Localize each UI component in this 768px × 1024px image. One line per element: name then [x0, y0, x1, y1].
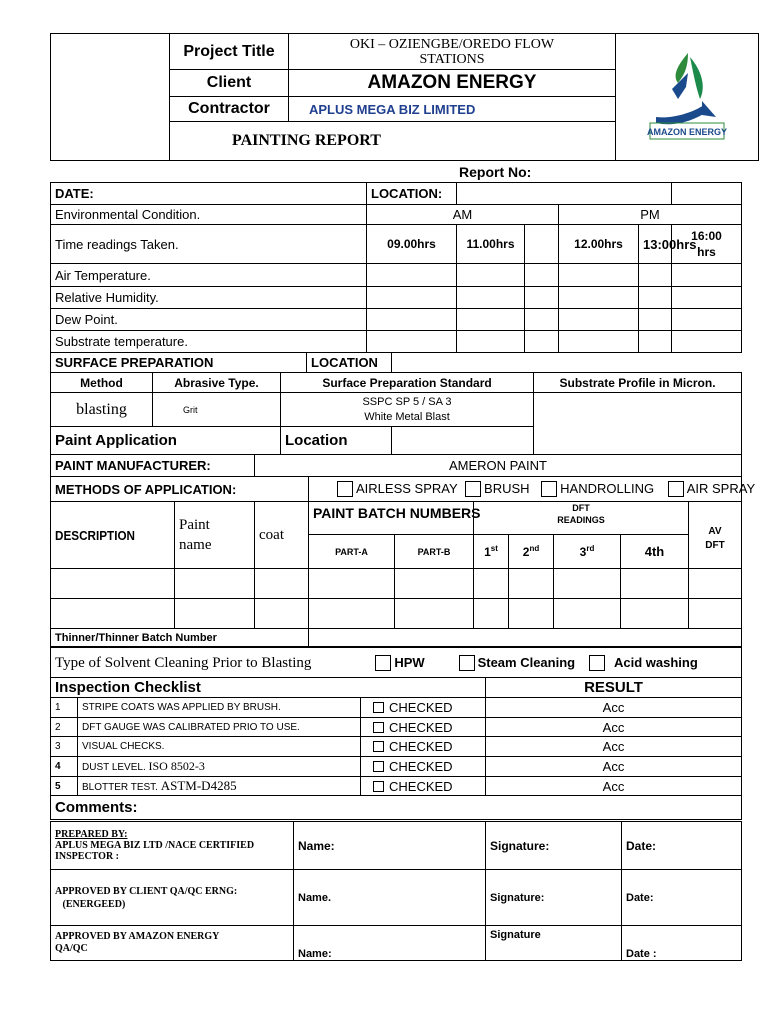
checklist-check: CHECKED: [361, 757, 486, 777]
checklist-text: VISUAL CHECKS.: [78, 737, 361, 757]
checklist-no: 5: [51, 777, 78, 796]
client-value: AMAZON ENERGY: [289, 70, 616, 97]
profile-hdr: Substrate Profile in Micron.: [534, 373, 742, 393]
coat-hdr: coat: [255, 502, 309, 569]
profile-value: [534, 393, 742, 455]
comments-label: Comments:: [51, 796, 742, 820]
handrolling-label: HANDROLLING: [560, 480, 655, 496]
av-dft-hdr: AV DFT: [689, 502, 742, 569]
checklist-check: CHECKED: [361, 737, 486, 757]
dft-readings-hdr: DFT READINGS: [474, 502, 689, 535]
air-spray-checkbox[interactable]: [668, 481, 684, 497]
check-checkbox[interactable]: [373, 702, 384, 713]
steam-cleaning-label: Steam Cleaning: [477, 654, 576, 670]
inspection-table: [50, 647, 742, 820]
checklist-result: Acc: [486, 757, 742, 777]
methods-label: METHODS OF APPLICATION:: [51, 477, 309, 502]
report-no-label: Report No:: [459, 164, 532, 180]
time-label: Time readings Taken.: [51, 225, 367, 264]
signoff-signature: Signature:: [486, 870, 622, 926]
client-label: Client: [170, 70, 289, 97]
paint-row-1: [51, 569, 742, 599]
checklist-text: DUST LEVEL. ISO 8502-3: [78, 757, 361, 777]
signoff-name: Name.: [294, 870, 486, 926]
project-title-value: OKI – OZIENGBE/OREDO FLOW STATIONS: [289, 34, 616, 70]
signoff-row: [51, 822, 742, 870]
acid-washing-label: Acid washing: [613, 654, 698, 670]
solvent-row: [51, 648, 742, 678]
description-hdr: DESCRIPTION: [51, 502, 163, 569]
time-1200: 12.00hrs: [559, 225, 639, 264]
paint-name-hdr: Paint name: [175, 502, 255, 569]
checklist-row: [51, 757, 742, 777]
logo: [616, 34, 759, 161]
checklist-result: Acc: [486, 718, 742, 737]
air-spray-label: AIR SPRAY: [686, 480, 756, 496]
paint-table: [50, 454, 756, 647]
signoff-label: PREPARED BY: APLUS MEGA BIZ LTD /NACE CERTIFIED INSPECTOR :: [51, 822, 294, 870]
location-value: [457, 183, 672, 205]
surface-location-label: LOCATION: [307, 353, 392, 373]
manufacturer-value: AMERON PAINT: [255, 455, 742, 477]
checklist-check: CHECKED: [361, 777, 486, 796]
signoff-table: [50, 821, 742, 961]
checklist-row: [51, 737, 742, 757]
am-label: AM: [367, 205, 559, 225]
check-checkbox[interactable]: [373, 722, 384, 733]
checklist-row: [51, 777, 742, 796]
checklist-result: Acc: [486, 737, 742, 757]
check-checkbox[interactable]: [373, 761, 384, 772]
time-0900: 09.00hrs: [367, 225, 457, 264]
abrasive-hdr: Abrasive Type.: [153, 373, 281, 393]
amazon-energy-logo-icon: [642, 47, 732, 142]
handrolling-checkbox[interactable]: [541, 481, 557, 497]
hpw-checkbox[interactable]: [375, 655, 391, 671]
signoff-signature: Signature: [486, 926, 622, 961]
first-reading-hdr: 1st: [474, 535, 509, 569]
location-extra: [672, 183, 742, 205]
part-a-hdr: PART-A: [309, 535, 395, 569]
checklist-text: STRIPE COATS WAS APPLIED BY BRUSH.: [78, 698, 361, 718]
contractor-label: Contractor: [170, 97, 289, 122]
second-reading-hdr: 2nd: [509, 535, 554, 569]
acid-washing-checkbox[interactable]: [589, 655, 605, 671]
header-blank: [51, 34, 170, 161]
thinner-value: [309, 629, 742, 647]
date-label: DATE:: [51, 183, 367, 205]
method-value: blasting: [51, 393, 153, 427]
surface-title: SURFACE PREPARATION: [51, 353, 307, 373]
standard-hdr: Surface Preparation Standard: [281, 373, 534, 393]
paint-application-title: Paint Application: [51, 427, 281, 455]
air-temp-label: Air Temperature.: [51, 264, 367, 287]
contractor-value: APLUS MEGA BIZ LIMITED: [289, 97, 616, 122]
environment-table: [50, 182, 742, 353]
signoff-label: APPROVED BY AMAZON ENERGY QA/QC: [51, 926, 294, 961]
checklist-row: [51, 718, 742, 737]
signoff-signature: Signature:: [486, 822, 622, 870]
solvent-label: Type of Solvent Cleaning Prior to Blasting: [55, 654, 312, 671]
signoff-row: [51, 870, 742, 926]
check-checkbox[interactable]: [373, 741, 384, 752]
header-table: [50, 33, 759, 161]
hpw-label: HPW: [394, 654, 425, 670]
signoff-date: Date:: [622, 822, 742, 870]
location-label: LOCATION:: [367, 183, 457, 205]
checklist-check: CHECKED: [361, 718, 486, 737]
signoff-name: Name:: [294, 822, 486, 870]
signoff-label: APPROVED BY CLIENT QA/QC ERNG: (ENERGEED): [51, 870, 294, 926]
substrate-temp-label: Substrate temperature.: [51, 331, 367, 353]
logo-text: AMAZON ENERGY: [646, 127, 728, 137]
checklist-check: CHECKED: [361, 698, 486, 718]
batch-hdr: PAINT BATCH NUMBERS: [309, 502, 474, 535]
time-1300: 13:00hrs: [639, 225, 672, 264]
methods-options: [309, 477, 756, 502]
airless-spray-label: AIRLESS SPRAY: [356, 480, 458, 496]
signoff-row: [51, 926, 742, 961]
checklist-result: Acc: [486, 698, 742, 718]
brush-label: BRUSH: [484, 480, 530, 496]
paint-row-2: [51, 599, 742, 629]
abrasive-value: Grit: [153, 393, 281, 427]
method-hdr: Method: [51, 373, 153, 393]
signoff-date: Date:: [622, 870, 742, 926]
inspection-title: Inspection Checklist: [51, 678, 486, 698]
part-b-hdr: PART-B: [395, 535, 474, 569]
thinner-label: Thinner/Thinner Batch Number: [51, 629, 309, 647]
paint-location-value: [392, 427, 534, 455]
time-1600: 16:00 hrs: [672, 225, 742, 264]
check-checkbox[interactable]: [373, 781, 384, 792]
report-title: PAINTING REPORT: [170, 122, 616, 161]
dew-point-label: Dew Point.: [51, 309, 367, 331]
manufacturer-label: PAINT MANUFACTURER:: [51, 455, 255, 477]
humidity-label: Relative Humidity.: [51, 287, 367, 309]
checklist-text: DFT GAUGE WAS CALIBRATED PRIO TO USE.: [78, 718, 361, 737]
env-condition-label: Environmental Condition.: [51, 205, 367, 225]
fourth-reading-hdr: 4th: [621, 535, 689, 569]
checklist-result: Acc: [486, 777, 742, 796]
steam-cleaning-checkbox[interactable]: [459, 655, 475, 671]
checklist-row: [51, 698, 742, 718]
brush-checkbox[interactable]: [465, 481, 481, 497]
surface-table: [50, 352, 742, 455]
checklist-no: 4: [51, 757, 78, 777]
pm-label: PM: [559, 205, 742, 225]
airless-spray-checkbox[interactable]: [337, 481, 353, 497]
third-reading-hdr: 3rd: [554, 535, 621, 569]
result-label: RESULT: [486, 678, 742, 698]
project-title-label: Project Title: [170, 34, 289, 70]
checklist-no: 1: [51, 698, 78, 718]
checklist-text: BLOTTER TEST. ASTM-D4285: [78, 777, 361, 796]
time-1100: 11.00hrs: [457, 225, 525, 264]
signoff-name: Name:: [294, 926, 486, 961]
paint-location-label: Location: [281, 427, 392, 455]
standard-value: SSPC SP 5 / SA 3 White Metal Blast: [281, 393, 534, 427]
checklist-no: 2: [51, 718, 78, 737]
signoff-date: Date :: [622, 926, 742, 961]
checklist-no: 3: [51, 737, 78, 757]
